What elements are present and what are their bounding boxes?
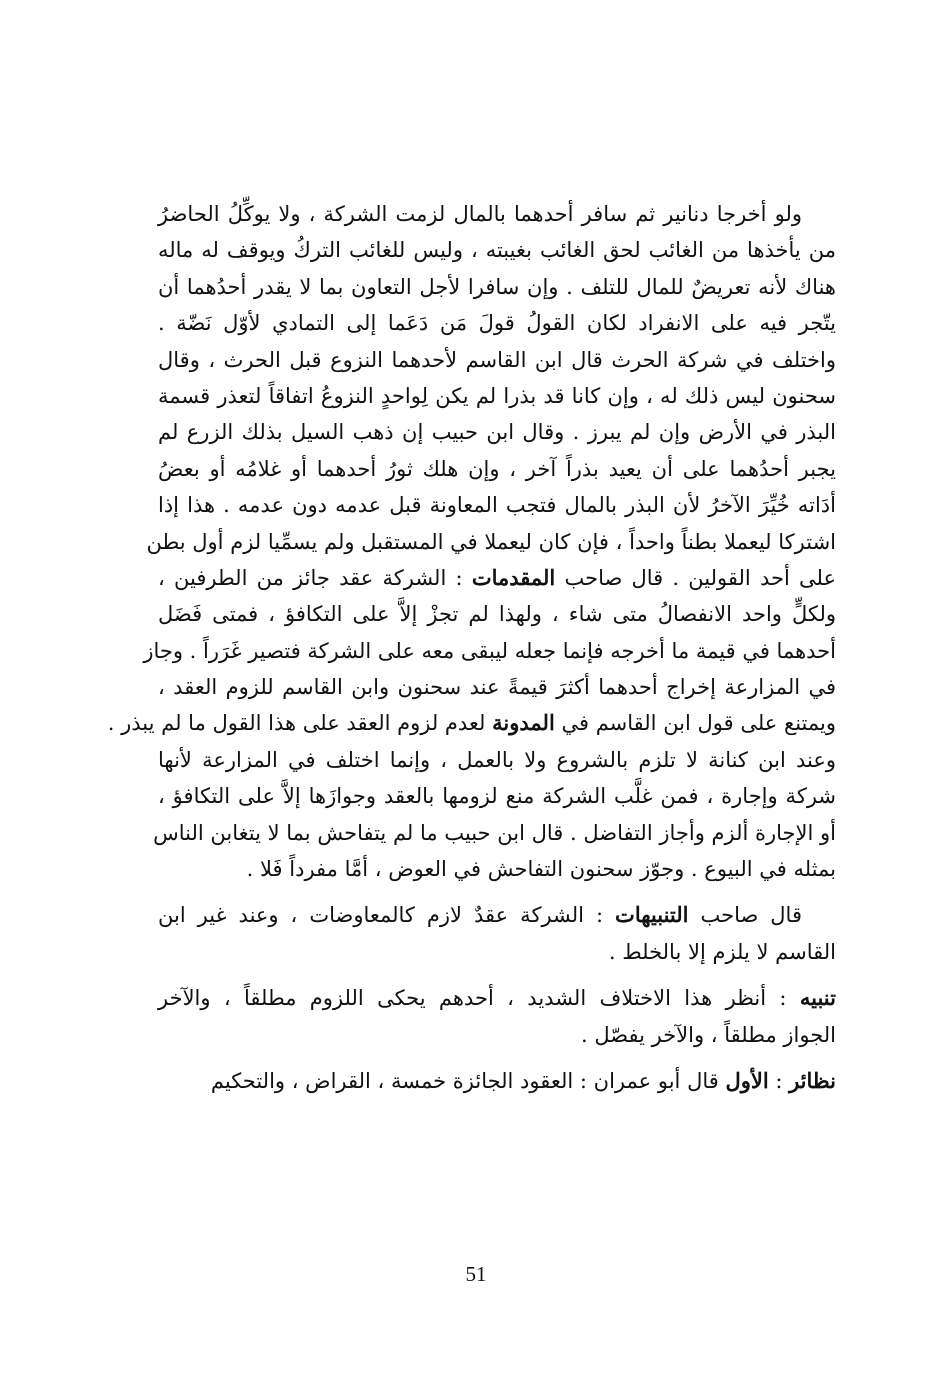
text-line: في المزارعة إخراج أحدهما أكثرَ قيمةً عند سحنون وابن القاسم للزوم العقد ، [158,675,836,700]
text-line: نظائر : الأول قال أبو عمران : العقود الجائزة خمسة ، القراض ، والتحكيم [210,1067,836,1093]
body-text [107,196,836,1099]
text-line: من يأخذها من الغائب لحق الغائب بغيبته ، وليس للغائب التركُ ويوقف له ماله [158,238,836,263]
text-line: يتّجر فيه على الانفراد لكان القولُ قولَ مَن دَعَما إلى التمادي لأوّل نَضّة . [158,311,836,336]
text-line: البذر في الأرض وإن لم يبرز . وقال ابن حبيب إن ذهب السيل بذلك الزرع لم [158,420,836,445]
paragraph [158,980,836,1053]
text-line: تنبيه : أنظر هذا الاختلاف الشديد ، أحدهم يحكى اللزوم مطلقاً ، والآخر [158,985,836,1011]
text-line: ولو أخرجا دنانير ثم سافر أحدهما بالمال لزمت الشركة ، ولا يوكِّلُ الحاضرُ [158,202,802,226]
page-number: 51 [465,1262,487,1286]
text-line: هناك لأنه تعريضٌ للمال للتلف . وإن سافرا لأجل التعاون بما لا يقدر أحدُهما أن [158,274,836,299]
text-line: ولكلٍّ واحد الانفصالُ متى شاء ، ولهذا لم تجزْ إلاَّ على التكافؤ ، فمتى فَضَل [158,602,836,627]
text-line: أدَاته خُيِّرَ الآخرُ لأن البذر بالمال فتجب المعاونة قبل عدمه دون عدمه . هذا إذا [158,493,836,518]
text-line: اشتركا ليعملا بطناً واحداً ، فإن كان ليعملا في المستقبل ولم يسمِّيا لزم أول بطن [146,529,836,554]
text-line: شركة وإجارة ، فمن غلَّب الشركة منع لزومها بالعقد وجوازَها إلاَّ على التكافؤ ، [158,784,836,809]
text-line: سحنون ليس ذلك له ، وإن كانا قد بذرا لم يكن لِواحدٍ النزوعُ اتفاقاً لتعذر قسمة [158,383,836,408]
text-line: ويمتنع على قول ابن القاسم في المدونة لعدم لزوم العقد على هذا القول ما لم يبذر . [107,710,836,736]
paragraph [107,196,836,887]
paragraph-gap [158,887,836,897]
text-line: أو الإجارة ألزم وأجاز التفاضل . قال ابن حبيب ما لم يتفاحش بما لا يتغابن الناس [153,820,836,845]
paragraph [158,897,836,970]
paragraph-gap [158,970,836,980]
text-line: أحدهما في قيمة ما أخرجه فإنما جعله ليبقى معه على الشركة فتصير غَرَراً . وجاز [143,638,836,663]
text-line: قال صاحب التنبيهات : الشركة عقدٌ لازم كالمعاوضات ، وعند غير ابن [158,902,802,928]
text-line: واختلف في شركة الحرث قال ابن القاسم لأحدهما النزوع قبل الحرث ، وقال [158,347,836,372]
text-line: وعند ابن كنانة لا تلزم بالشروع ولا بالعمل ، وإنما اختلف في المزارعة لأنها [158,747,836,772]
text-line: بمثله في البيوع . وجوّز سحنون التفاحش في العوض ، أمَّا مفرداً فَلا . [246,857,836,882]
paragraph-gap [158,1053,836,1063]
text-line: الجواز مطلقاً ، والآخر يفصّل . [581,1022,836,1047]
paragraph [158,1063,836,1099]
text-line: القاسم لا يلزم إلا بالخلط . [608,939,836,964]
text-line: على أحد القولين . قال صاحب المقدمات : الشركة عقد جائز من الطرفين ، [158,564,836,590]
text-line: يجبر أحدُهما على أن يعيد بذراً آخر ، وإن هلك ثورُ أحدهما أو غلامُه أو بعضُ [158,456,836,481]
